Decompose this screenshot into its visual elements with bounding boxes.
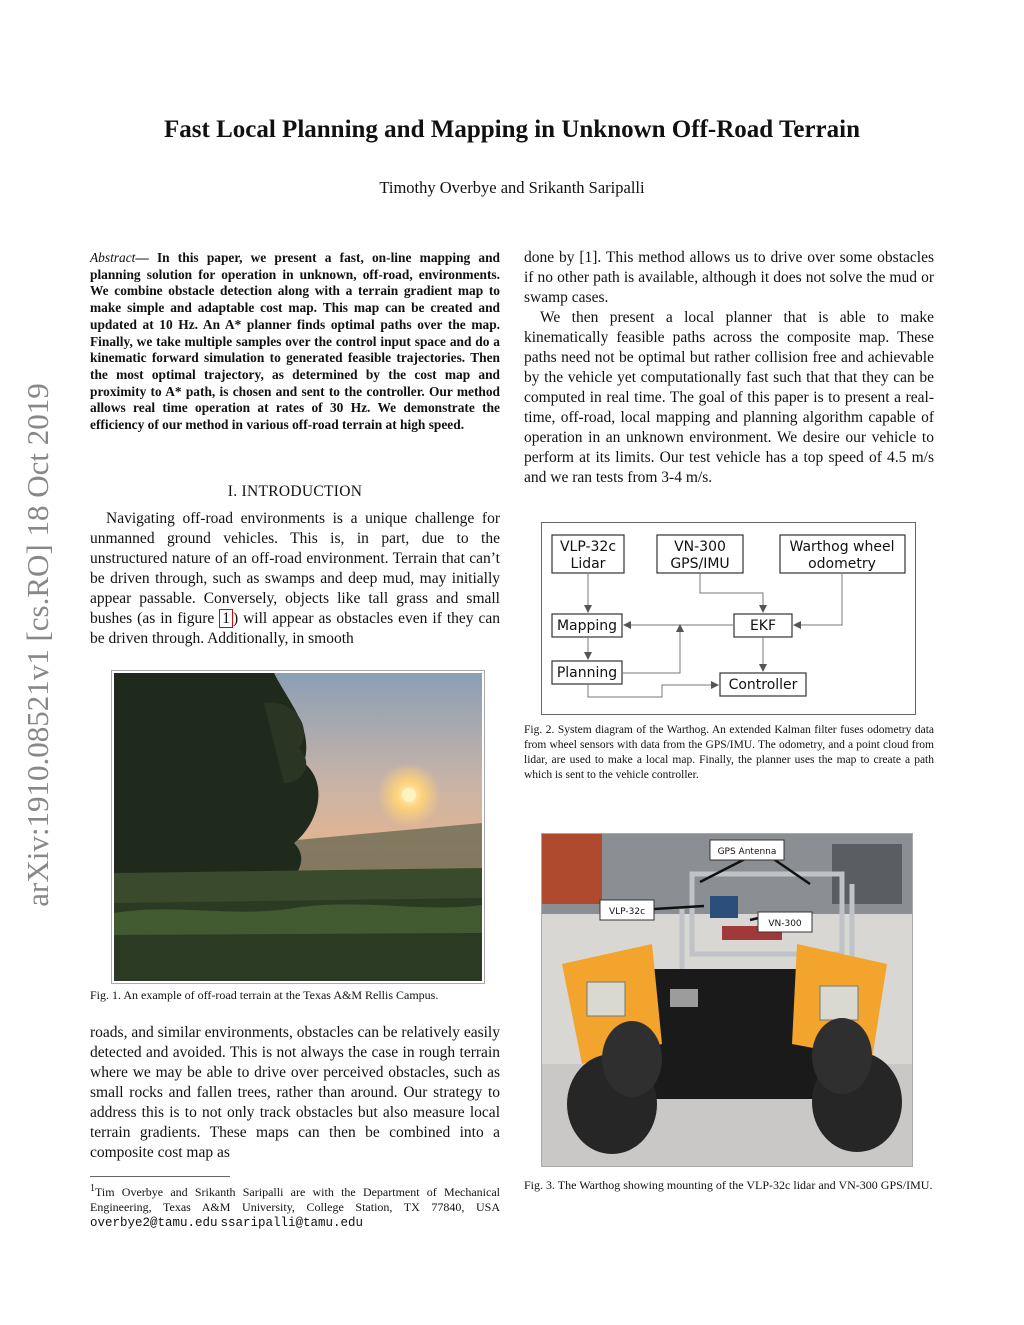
label-gps-antenna: GPS Antenna bbox=[717, 847, 777, 857]
figure-2-system-diagram bbox=[541, 522, 916, 715]
label-vn-300: VN-300 bbox=[768, 919, 802, 929]
edge-wheel-ekf bbox=[794, 573, 842, 625]
intro-paragraph-1-continued: roads, and similar environments, obstacles can be relatively easily detected and avoided. This is not always the case in rough terrain where we may be able to drive over perceived obstacles, such as small rocks and fallen trees, rather than around. Our strategy to address this is to not only track obstacles but also measure local terrain gradients. These maps can then be combined into a composite cost map as bbox=[90, 1024, 500, 1161]
email-link-saripalli[interactable]: ssaripalli@tamu.edu bbox=[220, 1216, 364, 1230]
warthog-vehicle-image bbox=[542, 834, 912, 1166]
intro-paragraph-2: done by [1]. This method allows us to drive over some obstacles if no other path is available, although it does not solve the mud or swamp cases. bbox=[524, 249, 934, 306]
label-controller: Controller bbox=[728, 677, 798, 693]
edge-ekf-planning bbox=[622, 625, 680, 673]
figure-1-caption: Fig. 1. An example of off-road terrain at the Texas A&M Rellis Campus. bbox=[90, 988, 439, 1002]
intro-text-start: Navigating off-road environments is a unique challenge for unmanned ground vehicles. This is, in part, due to the unstructured nature of an off-road environment. Terrain that can’t be driven through, such as swamps and deep mud, may initially appear passable. Conversely, objects like tall grass and small bushes (as in figure bbox=[90, 510, 500, 627]
figure-1-reference-link[interactable]: 1 bbox=[219, 609, 233, 628]
intro-right-column bbox=[524, 248, 934, 488]
edge-gps-ekf bbox=[700, 573, 763, 612]
figure-3-caption: Fig. 3. The Warthog showing mounting of the VLP-32c lidar and VN-300 GPS/IMU. bbox=[524, 1178, 933, 1192]
footnote-marker: 1 bbox=[90, 1183, 95, 1194]
abstract bbox=[90, 250, 500, 434]
label-lidar-1: VLP-32c bbox=[559, 539, 617, 555]
email-link-overbye[interactable]: overbye2@tamu.edu bbox=[90, 1216, 218, 1230]
sunset-terrain-image bbox=[114, 673, 482, 981]
footnote-text: Tim Overbye and Srikanth Saripalli are with the Department of Mechanical Engineering, Texas A&M University, College Station, TX 77840, USA bbox=[90, 1185, 500, 1214]
intro-paragraph-1 bbox=[90, 509, 500, 649]
intro-text-end: ) will appear as obstacles even if they can be driven through. Additionally, in smooth bbox=[90, 610, 500, 647]
paper-authors: Timothy Overbye and Srikanth Saripalli bbox=[379, 178, 645, 197]
label-vlp-32c: VLP-32c bbox=[608, 907, 646, 917]
footnote-divider bbox=[90, 1176, 230, 1177]
paper-title: Fast Local Planning and Mapping in Unknown Off-Road Terrain bbox=[164, 116, 860, 143]
label-ekf: EKF bbox=[749, 618, 777, 634]
arxiv-identifier: arXiv:1910.08521v1 [cs.RO] 18 Oct 2019 bbox=[20, 383, 55, 907]
section-heading-introduction: I. INTRODUCTION bbox=[227, 483, 363, 500]
abstract-label: Abstract bbox=[90, 250, 136, 265]
label-wheel-1: Warthog wheel bbox=[789, 539, 895, 555]
label-wheel-2: odometry bbox=[808, 556, 876, 572]
abstract-text: — In this paper, we present a fast, on-line mapping and planning solution for operation in unknown, off-road, environments. We combine obstacle detection along with a terrain gradient map to make simple and adaptable cost map. This map can be created and updated at 10 Hz. An A* planner finds optimal paths over the map. Finally, we take multiple samples over the control input space and do a kinematic forward simulation to generated feasible trajectories. Then the most optimal trajectory, as determined by the cost map and proximity to A* path, is chosen and sent to the controller. Our method allows real time operation at rates of 30 Hz. We demonstrate the efficiency of our method in various off-road terrain at high speed. bbox=[90, 250, 500, 433]
label-mapping: Mapping bbox=[556, 618, 618, 634]
figure-2-caption: Fig. 2. System diagram of the Warthog. An extended Kalman filter fuses odometry data from wheel sensors with data from the GPS/IMU. The odometry, and a point cloud from lidar, are used to make a local map. Finally, the planner uses the map to create a path which is sent to the vehicle controller. bbox=[524, 724, 934, 781]
intro-paragraph-3: We then present a local planner that is able to make kinematically feasible paths across the composite map. These paths need not be optimal but rather collision free and achievable by the vehicle yet computationally fast such that that they can be computed in real time. The goal of this paper is to present a real-time, off-road, local mapping and planning algorithm capable of operation in an unknown environment. We desire our vehicle to perform at its limits. Our test vehicle has a top speed of 4.5 m/s and we ran tests from 3-4 m/s. bbox=[524, 309, 934, 486]
label-gps-2: GPS/IMU bbox=[670, 556, 730, 572]
footnote bbox=[90, 1181, 500, 1231]
figure-1-photo bbox=[111, 670, 485, 984]
label-gps-1: VN-300 bbox=[674, 539, 726, 555]
edge-planning-controller bbox=[588, 684, 718, 697]
label-planning: Planning bbox=[556, 665, 618, 681]
figure-3-photo bbox=[541, 833, 913, 1167]
label-lidar-2: Lidar bbox=[570, 556, 606, 572]
